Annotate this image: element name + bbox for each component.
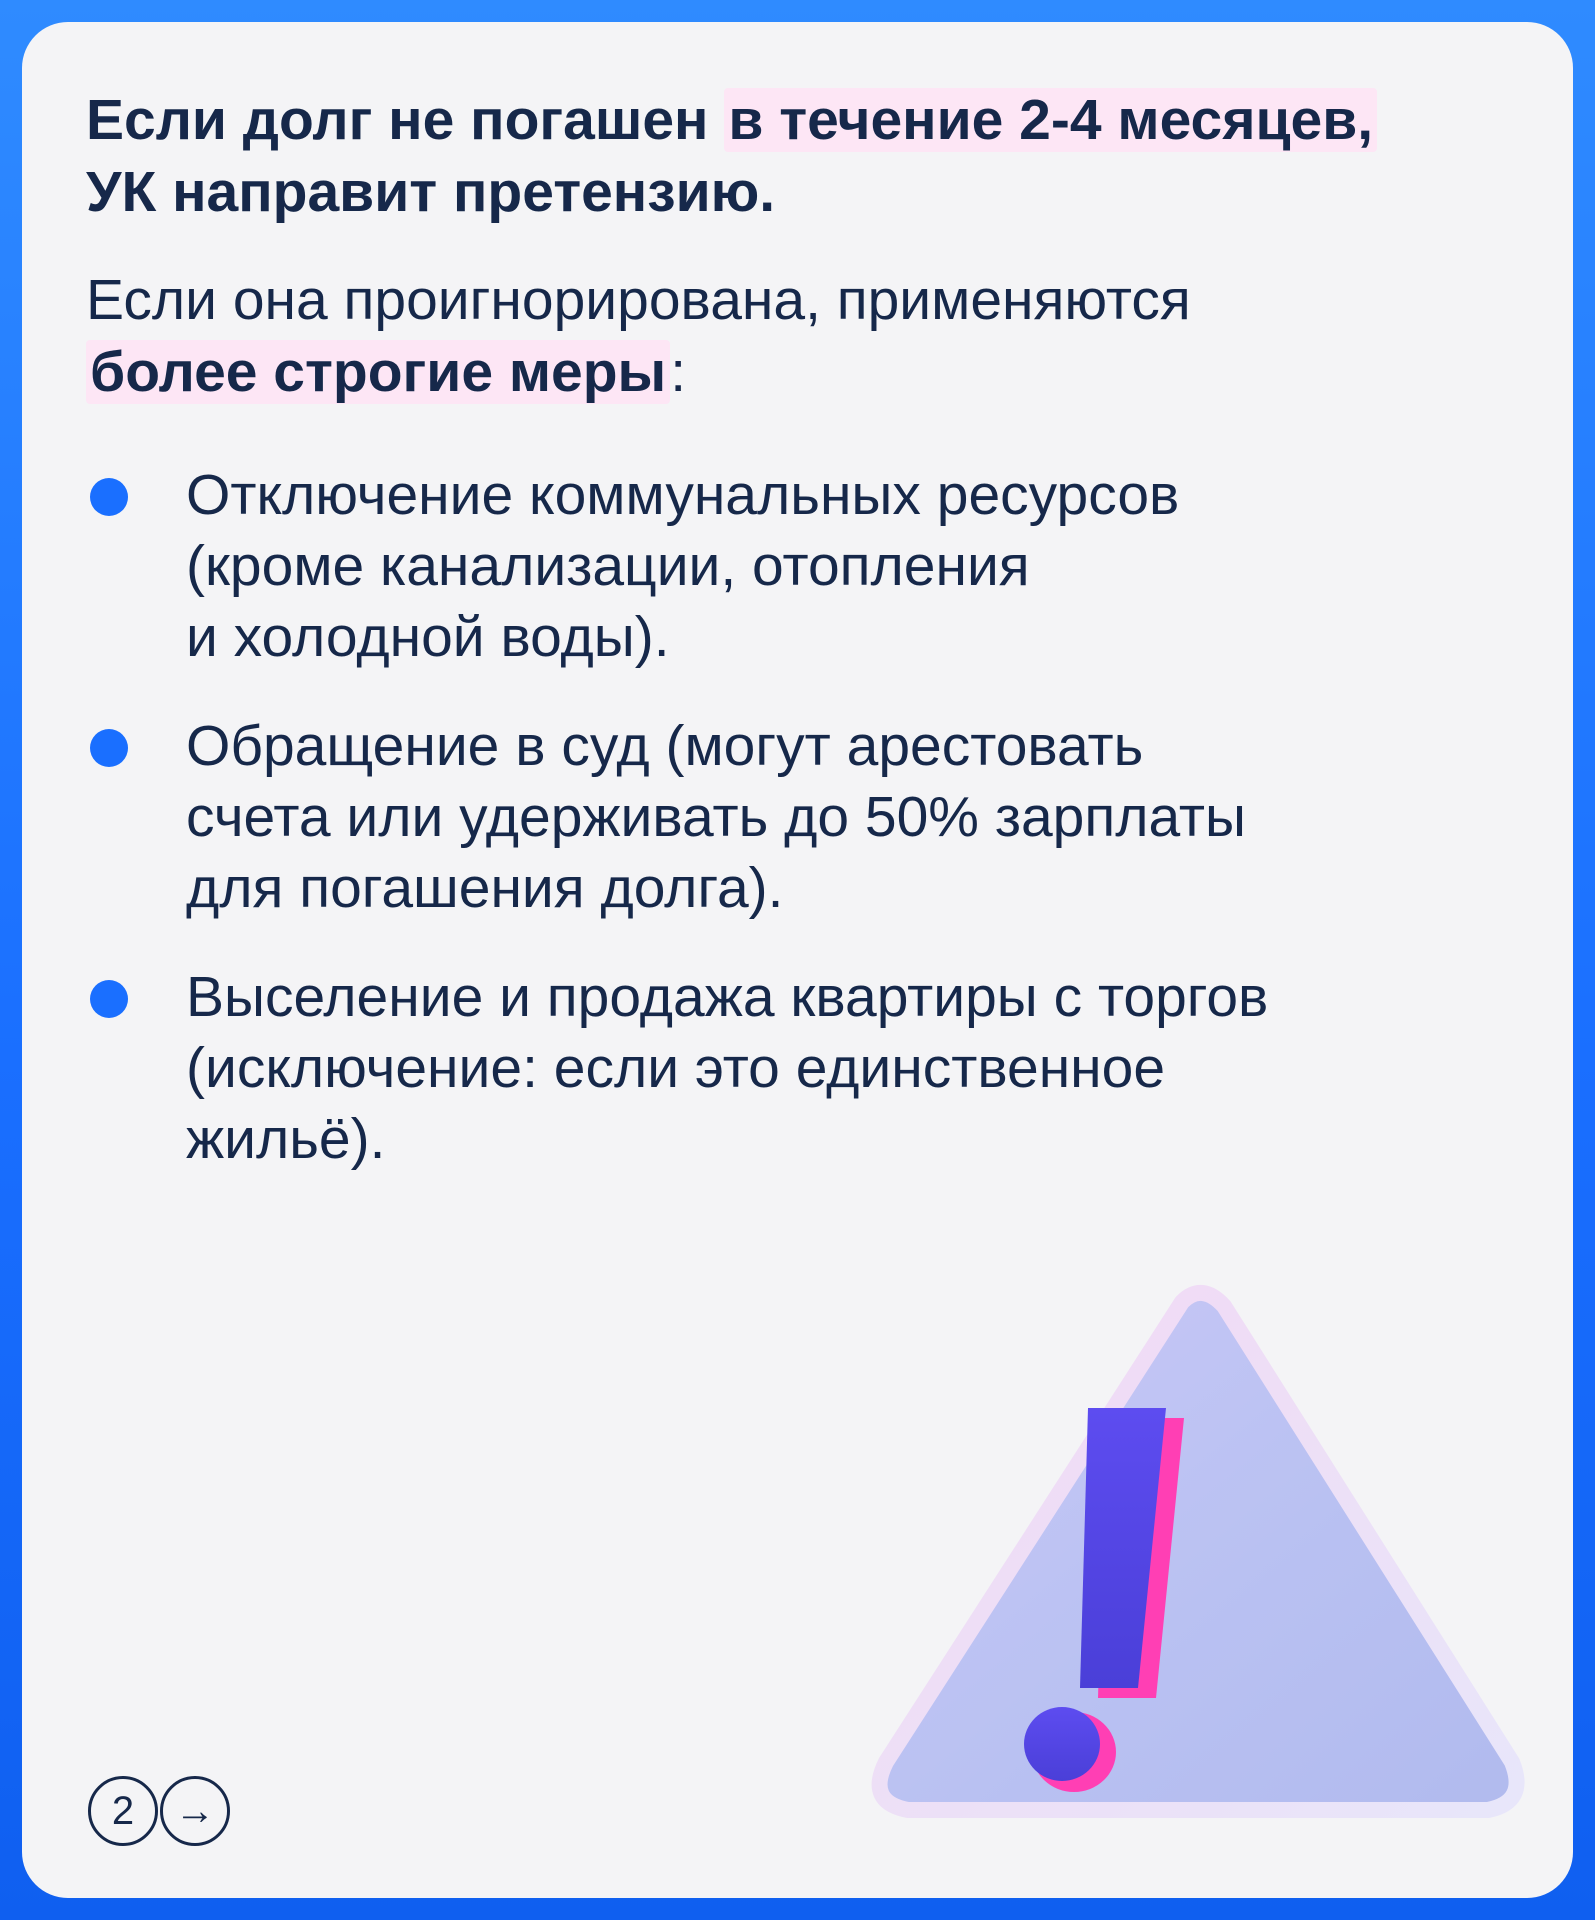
list-item-line: (кроме канализации, отопления	[186, 534, 1030, 598]
page-number-badge: 2	[88, 1776, 158, 1846]
list-item-line: Обращение в суд (могут арестовать	[186, 714, 1144, 778]
list-item-line: счета или удерживать до 50% зарплаты	[186, 785, 1247, 849]
next-arrow-icon[interactable]: →	[160, 1776, 230, 1846]
headline-plain: Если долг не погашен	[86, 88, 725, 152]
headline	[86, 84, 1526, 228]
list-item-line: Выселение и продажа квартиры с торгов	[186, 965, 1269, 1029]
list-item-line: Отключение коммунальных ресурсов	[186, 463, 1180, 527]
intro-colon: :	[670, 340, 687, 404]
list-item	[86, 962, 1526, 1175]
intro-highlight: более строгие меры	[86, 340, 670, 404]
pagination	[88, 1774, 230, 1848]
bottom-border	[0, 1906, 1595, 1920]
bullet-dot-icon	[90, 478, 128, 516]
slide-card	[22, 22, 1573, 1898]
list-item	[86, 460, 1526, 673]
exclamation-dot	[1024, 1707, 1100, 1781]
consequences-intro	[86, 264, 1526, 408]
warning-triangle-shape	[880, 1293, 1517, 1810]
bullet-dot-icon	[90, 729, 128, 767]
headline-rest: УК направит претензию.	[86, 160, 776, 224]
warning-triangle-icon	[852, 1262, 1532, 1862]
list-item-line: для погашения долга).	[186, 856, 784, 920]
list-item-line: и холодной воды).	[186, 605, 670, 669]
headline-highlight: в течение 2-4 месяцев,	[724, 88, 1377, 152]
list-item-line: (исключение: если это единственное	[186, 1036, 1166, 1100]
list-item	[86, 711, 1526, 924]
list-item-line: жильё).	[186, 1107, 386, 1171]
measures-list	[86, 460, 1526, 1213]
intro-plain: Если она проигнорирована, применяются	[86, 268, 1191, 332]
bullet-dot-icon	[90, 980, 128, 1018]
